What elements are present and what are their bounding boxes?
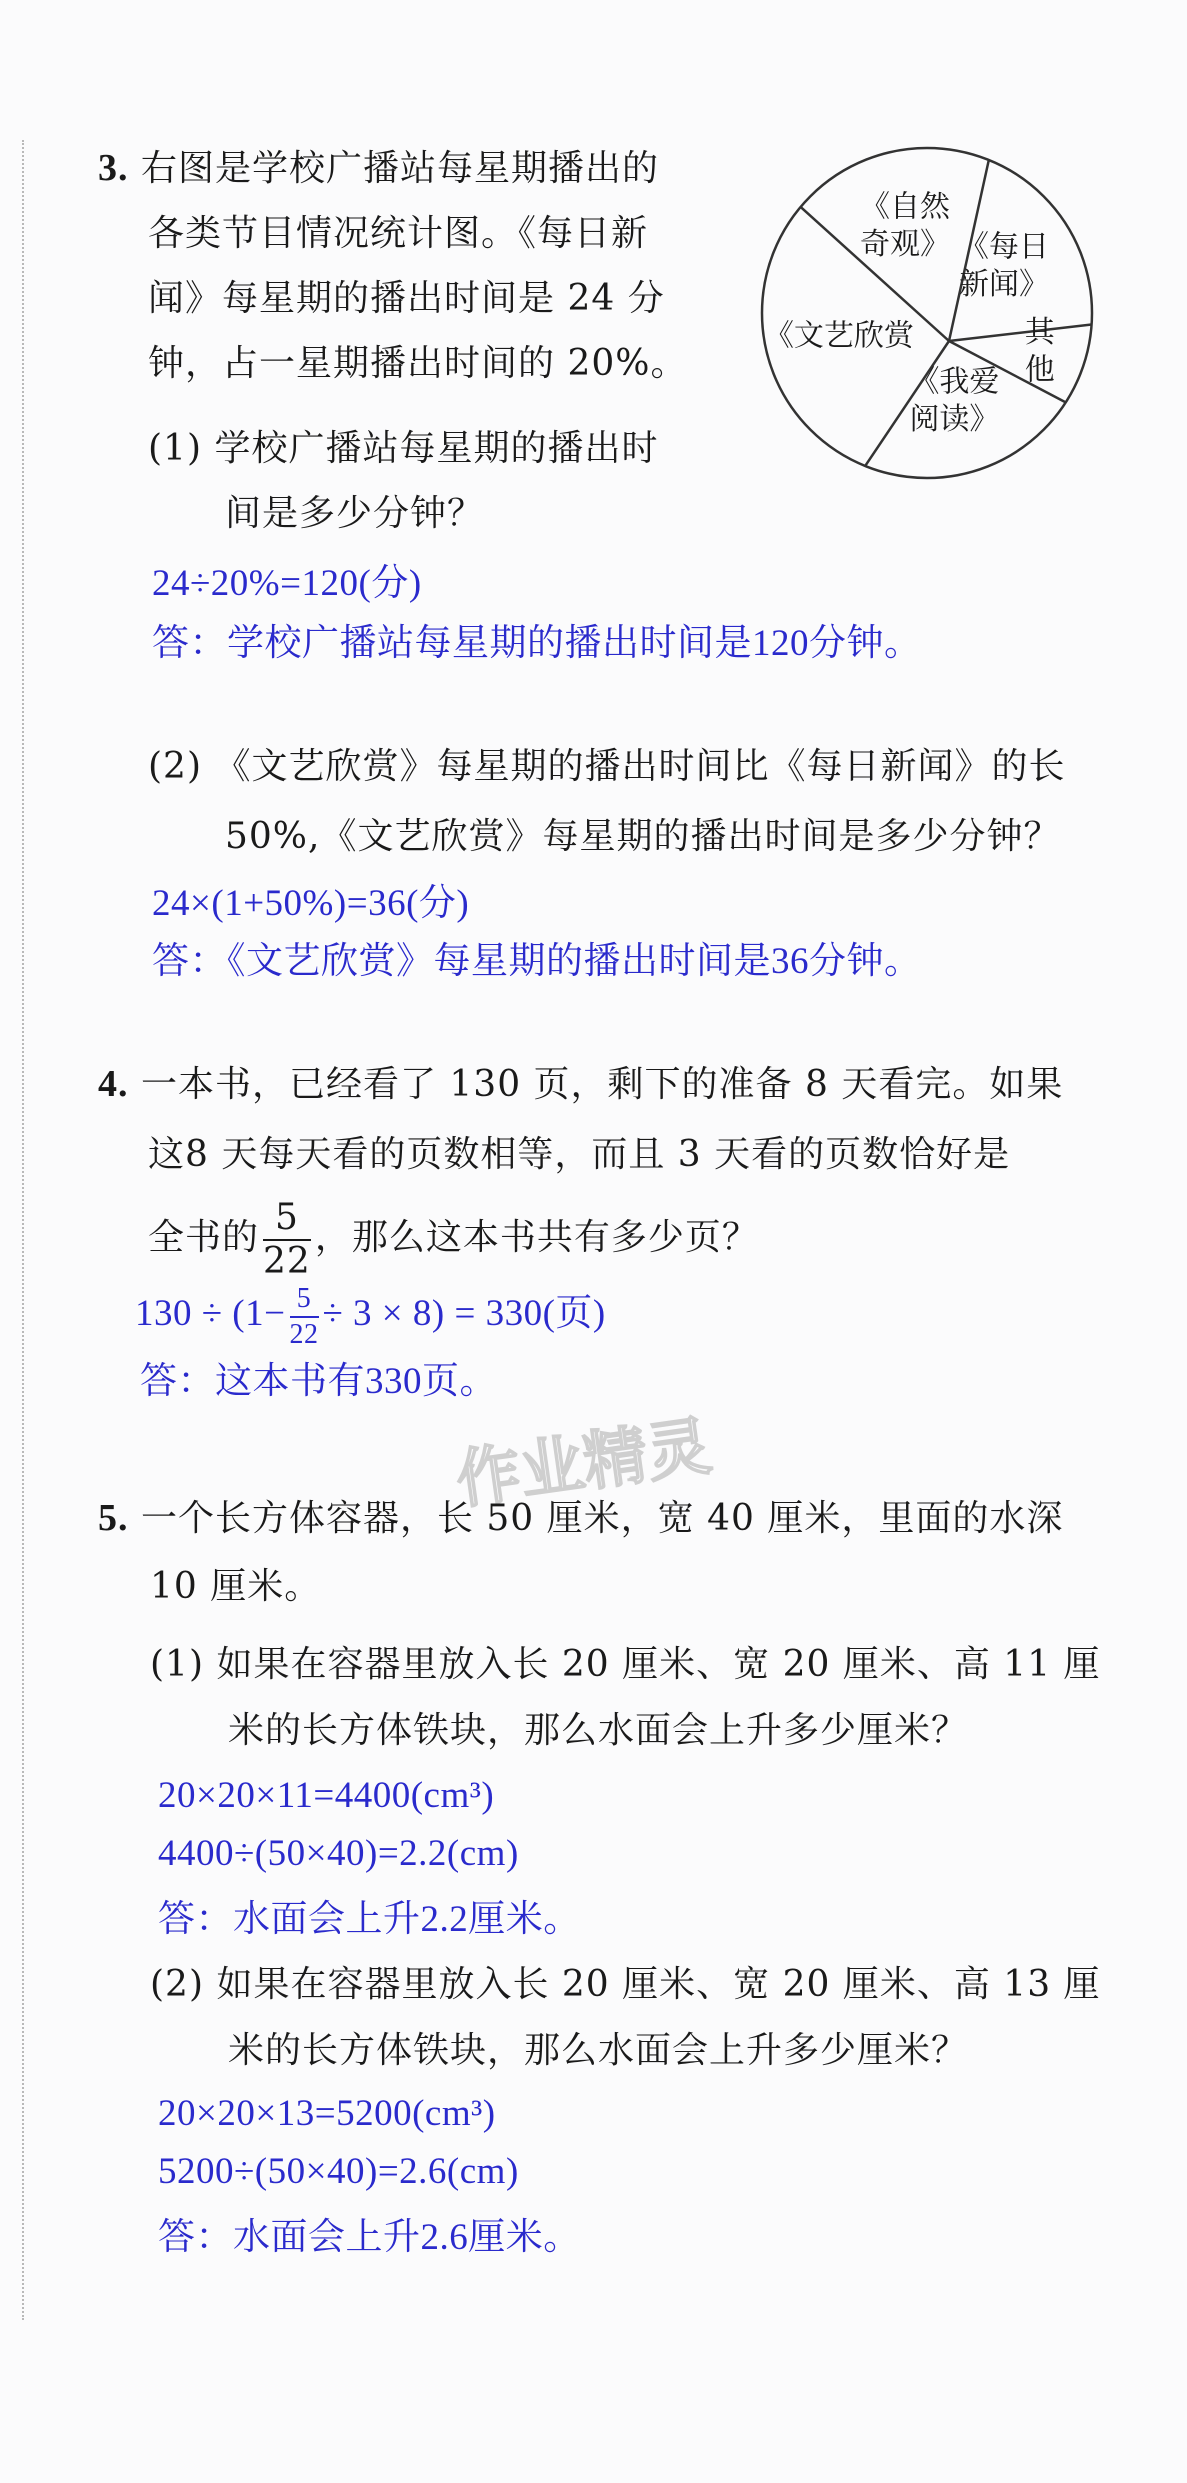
pie-slice-label: 《每日 [958, 229, 1049, 265]
q5-part2-label: (2) [150, 1964, 204, 2005]
q5-part2-line-2: 米的长方体铁块，那么水面会上升多少厘米？ [228, 2030, 969, 2071]
q4-stem-line-1 [98, 1056, 1063, 1107]
pie-slice-label: 他 [1024, 352, 1055, 388]
pie-slice-label: 阅读》 [909, 401, 1000, 437]
q5-part2-answer: 答：水面会上升2.6厘米。 [158, 2217, 581, 2258]
q3-stem-line-4: 钟，占一星期播出时间的 20%。 [148, 343, 688, 384]
q5-stem-text-1: 一个长方体容器，长 50 厘米，宽 40 厘米，里面的水深 [140, 1498, 1064, 1539]
q5-part1-text-1: 如果在容器里放入长 20 厘米、宽 20 厘米、高 11 厘 [216, 1644, 1101, 1685]
q3-stem-line-3: 闻》每星期的播出时间是 24 分 [148, 278, 665, 319]
q5-part1-line-1 [150, 1636, 1101, 1687]
pie-slice-label: 新闻》 [958, 267, 1049, 303]
q3-part2-line-1 [148, 738, 1065, 789]
q3-part2-line-2: 50%,《文艺欣赏》每星期的播出时间是多少分钟？ [225, 816, 1061, 857]
q3-part1-work: 24÷20%=120(分) [152, 563, 422, 604]
pie-slice-label: 《文艺欣赏 [763, 318, 914, 354]
q3-part2-work: 24×(1+50%)=36(分) [152, 883, 470, 924]
q4-stem-text-1: 一本书，已经看了 130 页，剩下的准备 8 天看完。如果 [140, 1064, 1064, 1105]
margin-dotted-rule [22, 140, 24, 2320]
q5-part2-line-1 [150, 1956, 1101, 2007]
q5-part1-answer: 答：水面会上升2.2厘米。 [158, 1899, 581, 1940]
q4-work-fraction [289, 1282, 319, 1350]
pie-slice-label: 《自然 [860, 189, 951, 225]
q3-part1-line-2: 间是多少分钟？ [225, 493, 485, 534]
q4-answer: 答：这本书有330页。 [140, 1361, 497, 1402]
q5-part1-work-2: 4400÷(50×40)=2.2(cm) [158, 1833, 519, 1874]
q5-part1-work-1: 20×20×11=4400(cm³) [158, 1775, 495, 1816]
pie-slice-label: 奇观》 [860, 227, 951, 263]
watermark: 作业精灵 [451, 1409, 716, 1519]
q3-number: 3. [98, 147, 129, 189]
q4-work-pre: 130 ÷ (1− [135, 1293, 286, 1334]
q3-stem-text-1: 右图是学校广播站每星期播出的 [140, 148, 659, 189]
q4-fraction-numerator: 5 [263, 1200, 311, 1241]
q4-fraction [263, 1197, 311, 1282]
q3-stem-line-2: 各类节目情况统计图。《每日新 [148, 213, 649, 254]
q4-work [135, 1282, 606, 1349]
q3-part2-text-1: 《文艺欣赏》每星期的播出时间比《每日新闻》的长 [214, 746, 1066, 787]
pie-slice-label: 其 [1024, 315, 1055, 351]
q5-part1-line-2: 米的长方体铁块，那么水面会上升多少厘米？ [228, 1710, 969, 1751]
q3-part1-answer: 答：学校广播站每星期的播出时间是120分钟。 [152, 623, 922, 664]
q3-part2-label: (2) [148, 746, 202, 787]
q4-work-fraction-numerator: 5 [290, 1285, 319, 1318]
q3-part2-answer: 答：《文艺欣赏》每星期的播出时间是36分钟。 [152, 941, 922, 982]
pie-slice-label: 《我爱 [909, 364, 1000, 400]
q4-work-post: ÷ 3 × 8) = 330(页) [322, 1293, 606, 1334]
q3-part1-text-1: 学校广播站每星期的播出时 [214, 428, 659, 469]
q4-stem-line-3 [148, 1197, 759, 1282]
q5-stem-line-2: 10 厘米。 [150, 1566, 322, 1607]
q5-part2-work-2: 5200÷(50×40)=2.6(cm) [158, 2151, 519, 2192]
q5-part1-label: (1) [150, 1644, 204, 1685]
q4-fraction-denominator: 22 [263, 1241, 311, 1282]
q5-stem-line-1 [98, 1490, 1063, 1541]
q5-part2-work-1: 20×20×13=5200(cm³) [158, 2093, 496, 2134]
q4-number: 4. [98, 1063, 129, 1105]
q3-part1-line-1 [148, 420, 658, 471]
q4-stem-tail-post: ，那么这本书共有多少页？ [314, 1217, 759, 1258]
q4-stem-line-2: 这8 天每天看的页数相等，而且 3 天看的页数恰好是 [148, 1134, 1011, 1175]
q3-stem-line-1 [98, 140, 659, 191]
q5-part2-text-1: 如果在容器里放入长 20 厘米、宽 20 厘米、高 13 厘 [216, 1964, 1101, 2005]
q4-work-fraction-denominator: 22 [289, 1318, 319, 1350]
pie-slice-boundary [949, 325, 1092, 341]
q5-number: 5. [98, 1497, 129, 1539]
q4-stem-tail-pre: 全书的 [148, 1217, 260, 1258]
pie-chart [752, 138, 1102, 488]
q3-part1-label: (1) [148, 428, 202, 469]
